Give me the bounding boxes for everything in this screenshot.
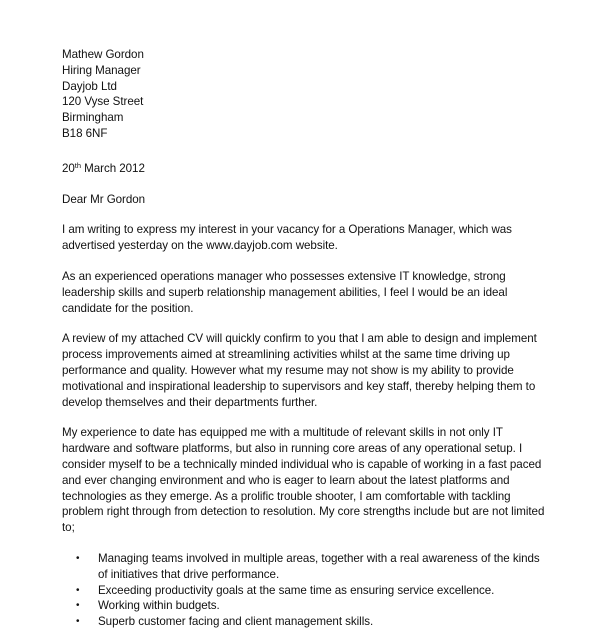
list-item-text: Superb customer facing and client management skills. xyxy=(98,615,374,629)
list-item xyxy=(62,583,552,599)
paragraph-cv-review xyxy=(62,331,552,410)
recipient-street: 120 Vyse Street xyxy=(62,95,144,109)
date-day: 20 xyxy=(62,161,75,175)
recipient-postcode: B18 6NF xyxy=(62,126,108,140)
bullet-icon: • xyxy=(76,584,80,596)
paragraph-text: A review of my attached CV will quickly confirm to you that I am able to design and implement process improvements aimed at streamlining activities whilst at the same time driving up performance and quality. However what my resume may not show is my ability to provide motivational and inspirational leadership to supervisors and key staff, thereby helping them to develop themselves and their departments further. xyxy=(62,332,537,409)
paragraph-text: My experience to date has equipped me with a multitude of relevant skills in not only IT hardware and software platforms, but also in running core areas of any operational setup. I consider myself to be a technically minded individual who is capable of working in a fast paced and ever changing environment and who is eager to learn about the latest platforms and technologies as they emerge. As a prolific trouble shooter, I am comfortable with tackling problem right through from detection to resolution. My core strengths include but are not limited to; xyxy=(62,426,545,535)
recipient-city: Birmingham xyxy=(62,111,124,125)
bullet-icon: • xyxy=(76,552,80,564)
list-item xyxy=(62,551,552,583)
date-rest: March 2012 xyxy=(80,161,145,175)
paragraph-skills xyxy=(62,425,552,536)
paragraph-experience xyxy=(62,269,552,316)
recipient-address xyxy=(62,47,552,142)
letter-date xyxy=(62,161,552,177)
cover-letter xyxy=(62,47,552,630)
list-item-text: Managing teams involved in multiple areas, together with a real awareness of the kinds of initiatives that drive performance. xyxy=(98,551,540,581)
bullet-icon: • xyxy=(76,600,80,612)
list-item xyxy=(62,614,552,630)
recipient-name: Mathew Gordon xyxy=(62,48,144,61)
recipient-company: Dayjob Ltd xyxy=(62,79,117,93)
date-suffix: th xyxy=(74,160,81,170)
recipient-title: Hiring Manager xyxy=(62,63,141,77)
strengths-list xyxy=(62,551,552,630)
bullet-icon: • xyxy=(76,616,80,628)
salutation: Dear Mr Gordon xyxy=(62,192,146,206)
list-item-text: Working within budgets. xyxy=(98,599,220,613)
paragraph-text: As an experienced operations manager who possesses extensive IT knowledge, strong leadership skills and superb relationship management abilities, I feel I would be an ideal candidate for the position. xyxy=(62,269,508,315)
list-item-text: Exceeding productivity goals at the same time as ensuring service excellence. xyxy=(98,583,495,597)
list-item xyxy=(62,598,552,614)
paragraph-text: I am writing to express my interest in your vacancy for a Operations Manager, which was advertised yesterday on the www.dayjob.com website. xyxy=(62,223,512,253)
paragraph-intro xyxy=(62,222,552,254)
